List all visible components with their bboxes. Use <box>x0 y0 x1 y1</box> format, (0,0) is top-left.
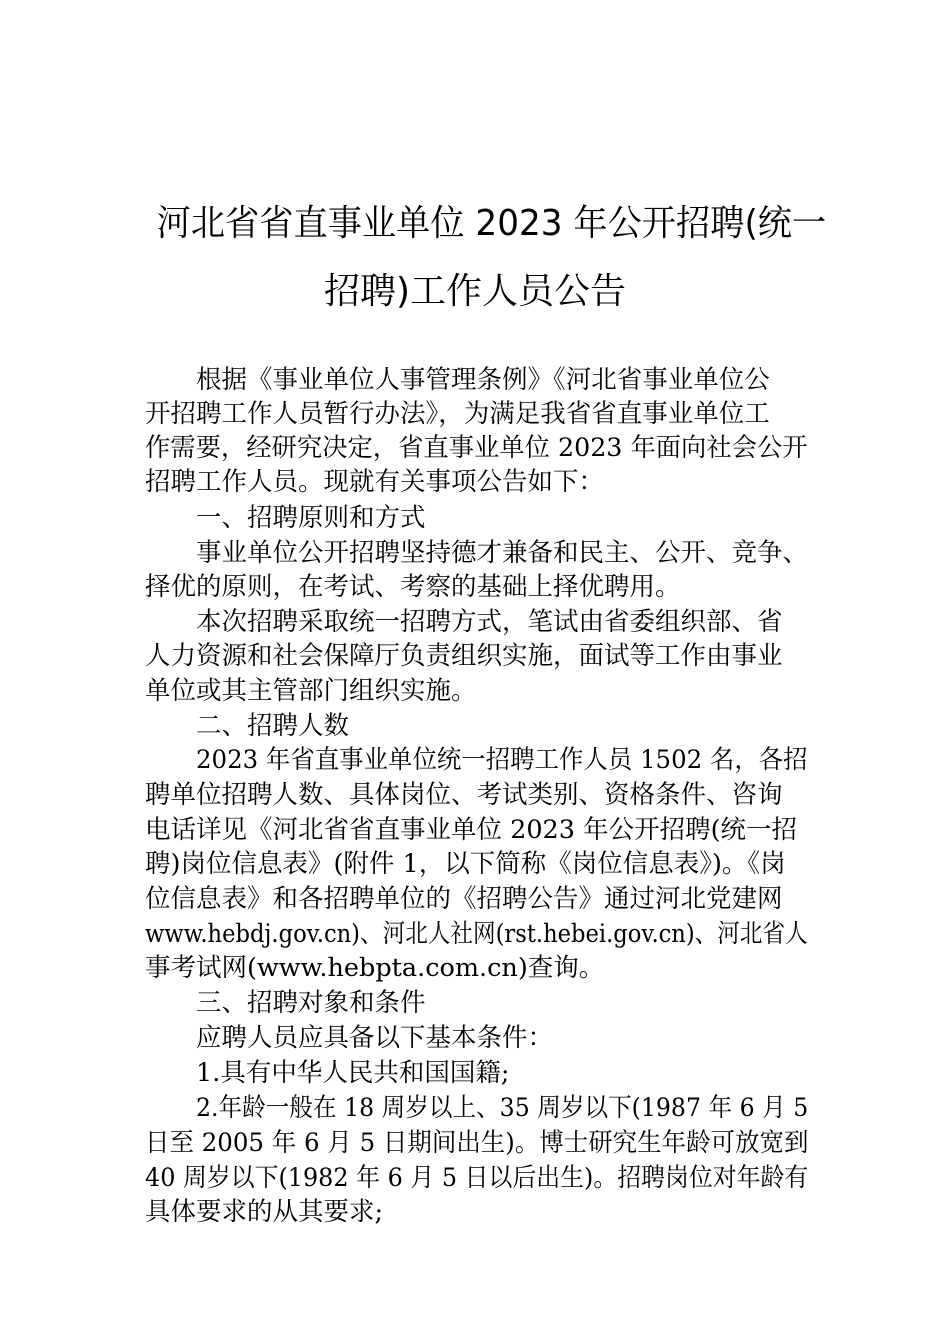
document-title-line-2: 招聘)工作人员公告 <box>323 271 627 312</box>
paragraph-line: www.hebdj.gov.cn)、河北人社网(rst.hebei.gov.cn)、河北省人 <box>145 919 808 949</box>
section-heading: 一、招聘原则和方式 <box>196 503 426 533</box>
paragraph-line: 应聘人员应具备以下基本条件： <box>196 1023 554 1053</box>
paragraph-line: 本次招聘采取统一招聘方式，笔试由省委组织部、省 <box>196 607 783 637</box>
paragraph-line: 具体要求的从其要求; <box>145 1197 384 1227</box>
paragraph-line: 2023 年省直事业单位统一招聘工作人员 1502 名，各招 <box>196 745 808 775</box>
paragraph-line: 40 周岁以下(1982 年 6 月 5 日以后出生)。招聘岗位对年龄有 <box>145 1163 809 1193</box>
paragraph-line: 事考试网(www.hebpta.com.cn)查询。 <box>145 953 605 983</box>
section-heading: 二、招聘人数 <box>196 711 350 741</box>
paragraph-line: 2.年龄一般在 18 周岁以上、35 周岁以下(1987 年 6 月 5 <box>196 1093 809 1123</box>
paragraph-line: 事业单位公开招聘坚持德才兼备和民主、公开、竞争、 <box>196 538 809 568</box>
paragraph-line: 聘)岗位信息表》(附件 1，以下简称《岗位信息表》)。《岗 <box>145 849 786 879</box>
paragraph-line: 位信息表》和各招聘单位的《招聘公告》通过河北党建网 <box>145 884 783 914</box>
paragraph-line: 单位或其主管部门组织实施。 <box>145 676 477 706</box>
paragraph-line: 开招聘工作人员暂行办法》，为满足我省省直事业单位工 <box>145 399 770 429</box>
paragraph-line: 招聘工作人员。现就有关事项公告如下： <box>145 467 605 497</box>
paragraph-line: 择优的原则，在考试、考察的基础上择优聘用。 <box>145 572 681 602</box>
paragraph-line: 1.具有中华人民共和国国籍; <box>196 1058 510 1088</box>
section-heading: 三、招聘对象和条件 <box>196 988 426 1018</box>
paragraph-line: 电话详见《河北省省直事业单位 2023 年公开招聘(统一招 <box>145 815 798 845</box>
paragraph-line: 聘单位招聘人数、具体岗位、考试类别、资格条件、咨询 <box>145 780 783 810</box>
paragraph-line: 人力资源和社会保障厅负责组织实施，面试等工作由事业 <box>145 641 783 671</box>
paragraph-line: 日至 2005 年 6 月 5 日期间出生)。博士研究生年龄可放宽到 <box>145 1128 809 1158</box>
paragraph-line: 根据《事业单位人事管理条例》《河北省事业单位公 <box>196 365 770 395</box>
paragraph-line: 作需要，经研究决定，省直事业单位 2023 年面向社会公开 <box>145 433 808 463</box>
document-title-line-1: 河北省省直事业单位 2023 年公开招聘(统一 <box>156 203 827 244</box>
